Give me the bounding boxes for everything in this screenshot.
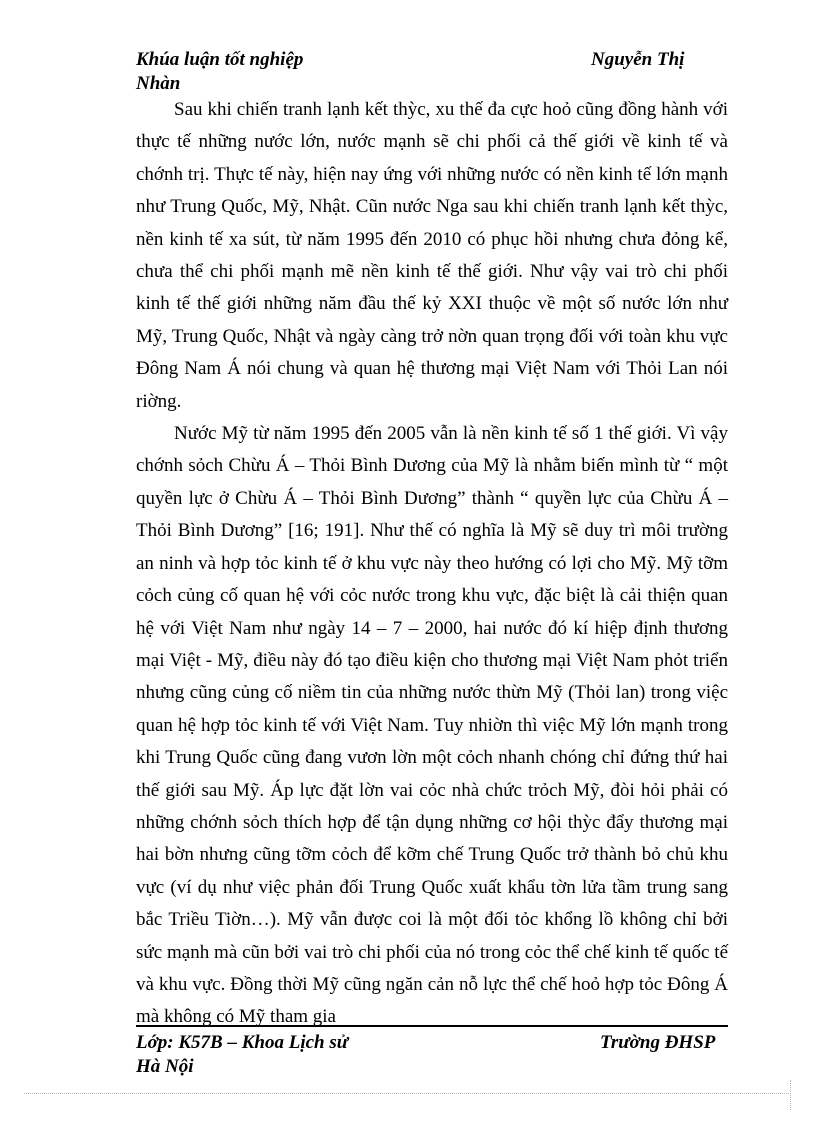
page-bottom-edge — [24, 1093, 791, 1094]
paragraph-2: Nước Mỹ từ năm 1995 đến 2005 vẫn là nền kinh tế số 1 thế giới. Vì vậy chớnh sỏch Chừu Á – Thỏi Bình Dương của Mỹ là nhằm biến mình từ “ một quyền lực ở Chừu Á – Thỏi Bình Dương” thành “ quyền lực của Chừu Á – Thỏi Bình Dương” [16; 191]. Như thế có nghĩa là Mỹ sẽ duy trì môi trường an ninh và hợp tỏc kinh tế ở khu vực này theo hướng có lợi cho Mỹ. Mỹ tỡm cỏch củng cố quan hệ với cỏc nước trong khu vực, đặc biệt là cải thiện quan hệ với Việt Nam như ngày 14 – 7 – 2000, hai nước đó kí hiệp định thương mại Việt - Mỹ, điều này đó tạo điều kiện cho thương mại Việt Nam phỏt triển nhưng cũng củng cố niềm tin của những nước thừn Mỹ (Thỏi lan) trong việc quan hệ hợp tỏc kinh tế với Việt Nam. Tuy nhiờn thì việc Mỹ lớn mạnh trong khi Trung Quốc cũng đang vươn lờn một cỏch nhanh chóng chỉ đứng thứ hai thế giới sau Mỹ. Áp lực đặt lờn vai cỏc nhà chức trỏch Mỹ, đòi hỏi phải có những chớnh sỏch thích hợp để tận dụng những cơ hội thỳc đẩy thương mại hai bờn nhưng cũng tỡm cỏch để kỡm chế Trung Quốc trở thành bỏ chủ khu vực (ví dụ như việc phản đối Trung Quốc xuất khẩu tờn lửa tầm trung sang bắc Triều Tiờn…). Mỹ vẫn được coi là một đối tỏc khổng lồ không chỉ bởi sức mạnh mà cũn bởi vai trò chi phối của nó trong cỏc thể chế kinh tế quốc tế và khu vực. Đồng thời Mỹ cũng ngăn cản nỗ lực thể chế hoỏ hợp tỏc Đông Á mà không có Mỹ tham gia — [136, 423, 728, 1028]
footer-university-continued: Hà Nội — [136, 1056, 194, 1077]
header-thesis-title: Khúa luận tốt nghiệp — [136, 49, 304, 70]
footer-divider — [136, 1025, 728, 1027]
page-right-edge — [790, 1080, 791, 1110]
header-author-name-continued: Nhàn — [136, 73, 181, 94]
body-text — [136, 94, 728, 1034]
paragraph-1: Sau khi chiến tranh lạnh kết thỳc, xu thế đa cực hoỏ cũng đồng hành với thực tế những nước lớn, nước mạnh sẽ chi phối cả thế giới về kinh tế và chớnh trị. Thực tế này, hiện nay ứng với những nước có nền kinh tế lớn mạnh như Trung Quốc, Mỹ, Nhật. Cũn nước Nga sau khi chiến tranh lạnh kết thỳc, nền kinh tế xa sút, từ năm 1995 đến 2010 có phục hồi nhưng chưa đỏng kể, chưa thể chi phối mạnh mẽ nền kinh tế thế giới. Như vậy vai trò chi phối kinh tế thế giới những năm đầu thế kỷ XXI thuộc về một số nước lớn như Mỹ, Trung Quốc, Nhật và ngày càng trở nờn quan trọng đối với toàn khu vực Đông Nam Á nói chung và quan hệ thương mại Việt Nam với Thỏi Lan nói riờng. — [136, 99, 728, 412]
footer-university: Trường ĐHSP — [600, 1032, 716, 1053]
header-author-name: Nguyễn Thị — [591, 49, 685, 70]
footer-class-faculty: Lớp: K57B – Khoa Lịch sử — [136, 1032, 349, 1053]
